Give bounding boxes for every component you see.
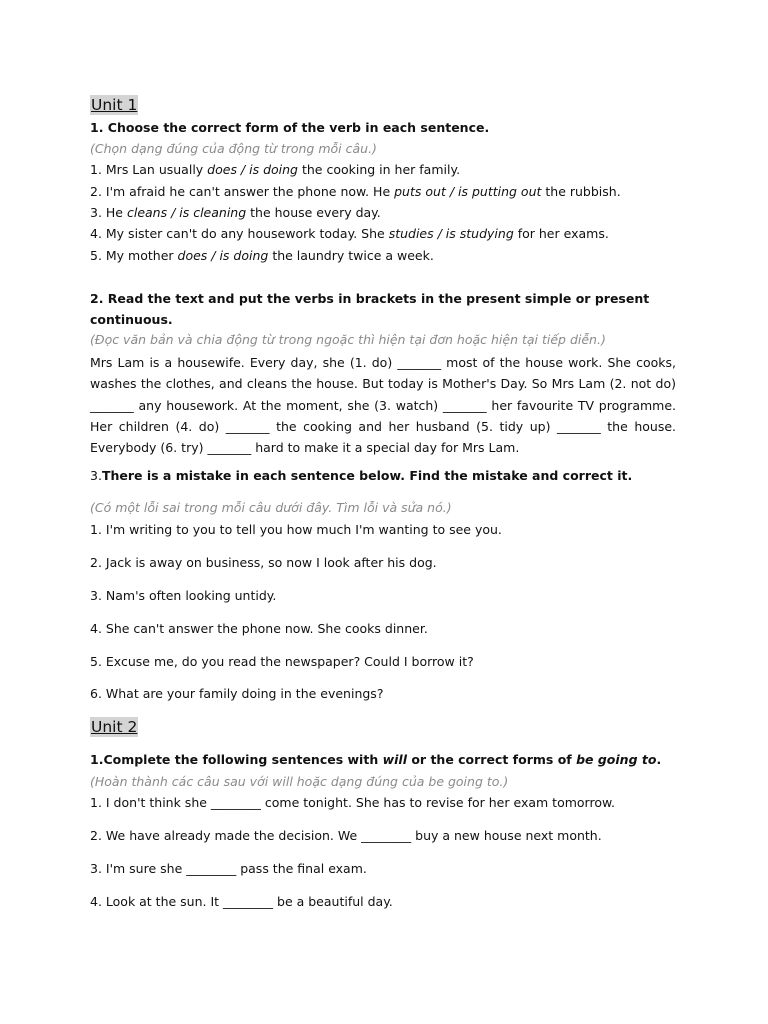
- unit2-ex1-item-1: 1. I don't think she ________ come tonight. She has to revise for her exam tomorrow.: [90, 795, 616, 810]
- item-options: cleans / is cleaning: [126, 205, 247, 220]
- unit2-title: Unit 2: [91, 718, 138, 736]
- unit2-ex1-item-3: 3. I'm sure she ________ pass the final exam.: [90, 861, 367, 876]
- unit1-ex2-paragraph: Mrs Lam is a housewife. Every day, she (1. do) _______ most of the house work. She cooks, washes the clothes, and cleans the house. But today is Mother's Day. So Mrs Lam (2. not do) _______ any housework. At the moment, she (3. watch) _______ her favourite TV programme. Her children (4. do) _______ the cooking and her husband (5. tidy up) _______ the house. Everybody (6. try) _______ hard to make it a special day for Mrs Lam.: [90, 355, 676, 456]
- item-text: 3. He: [90, 205, 127, 220]
- unit1-ex3-item-4: 4. She can't answer the phone now. She cooks dinner.: [90, 621, 428, 636]
- unit1-ex3-heading: [90, 468, 632, 484]
- unit1-ex1-item-5: [90, 248, 434, 264]
- unit1-title: Unit 1: [91, 96, 138, 114]
- item-text: the house every day.: [246, 205, 381, 220]
- ex3-number: 3.: [90, 468, 102, 483]
- unit1-ex1-item-2: [90, 184, 621, 200]
- item-text: the laundry twice a week.: [268, 248, 434, 263]
- item-text: 2. I'm afraid he can't answer the phone now. He: [90, 184, 395, 199]
- heading-text: .: [656, 752, 662, 767]
- unit1-ex3-item-6: 6. What are your family doing in the evenings?: [90, 686, 384, 701]
- unit1-ex1-note: (Chọn dạng đúng của động từ trong mỗi câu.): [90, 141, 377, 156]
- item-options: does / is doing: [207, 162, 298, 177]
- unit1-ex3-note: (Có một lỗi sai trong mỗi câu dưới đây. Tìm lỗi và sửa nó.): [90, 500, 452, 515]
- item-text: 4. My sister can't do any housework today. She: [90, 226, 389, 241]
- heading-keyword: be going to: [576, 752, 657, 767]
- unit1-ex3-item-3: 3. Nam's often looking untidy.: [90, 588, 277, 603]
- unit2-ex1-heading: [90, 752, 661, 768]
- item-options: does / is doing: [177, 248, 269, 263]
- heading-keyword: will: [382, 752, 407, 767]
- item-text: the cooking in her family.: [298, 162, 461, 177]
- unit1-ex1-item-1: [90, 162, 460, 178]
- unit2-ex1-item-2: 2. We have already made the decision. We ________ buy a new house next month.: [90, 828, 602, 843]
- item-text: 1. Mrs Lan usually: [90, 162, 208, 177]
- heading-text: 1.Complete the following sentences with: [90, 752, 383, 767]
- unit1-ex2-note: (Đọc văn bản và chia động từ trong ngoặc thì hiện tại đơn hoặc hiện tại tiếp diễn.): [90, 332, 606, 347]
- unit1-ex1-heading: 1. Choose the correct form of the verb in each sentence.: [90, 120, 490, 135]
- unit2-ex1-note: (Hoàn thành các câu sau với will hoặc dạng đúng của be going to.): [90, 774, 509, 789]
- unit1-ex2-heading-line2: continuous.: [90, 312, 173, 327]
- unit1-ex2-heading-line1: 2. Read the text and put the verbs in brackets in the present simple or present: [90, 291, 650, 306]
- item-options: puts out / is putting out: [394, 184, 542, 199]
- unit1-ex3-item-2: 2. Jack is away on business, so now I look after his dog.: [90, 555, 437, 570]
- item-text: 5. My mother: [90, 248, 178, 263]
- item-text: for her exams.: [513, 226, 609, 241]
- heading-text: or the correct forms of: [406, 752, 577, 767]
- item-text: the rubbish.: [541, 184, 621, 199]
- unit1-ex1-item-4: [90, 226, 609, 242]
- unit1-ex3-item-5: 5. Excuse me, do you read the newspaper? Could I borrow it?: [90, 654, 474, 669]
- unit1-ex3-item-1: 1. I'm writing to you to tell you how much I'm wanting to see you.: [90, 522, 502, 537]
- item-options: studies / is studying: [388, 226, 514, 241]
- unit1-ex1-item-3: [90, 205, 381, 221]
- ex3-heading-text: There is a mistake in each sentence below. Find the mistake and correct it.: [101, 468, 633, 483]
- unit2-ex1-item-4: 4. Look at the sun. It ________ be a beautiful day.: [90, 894, 393, 909]
